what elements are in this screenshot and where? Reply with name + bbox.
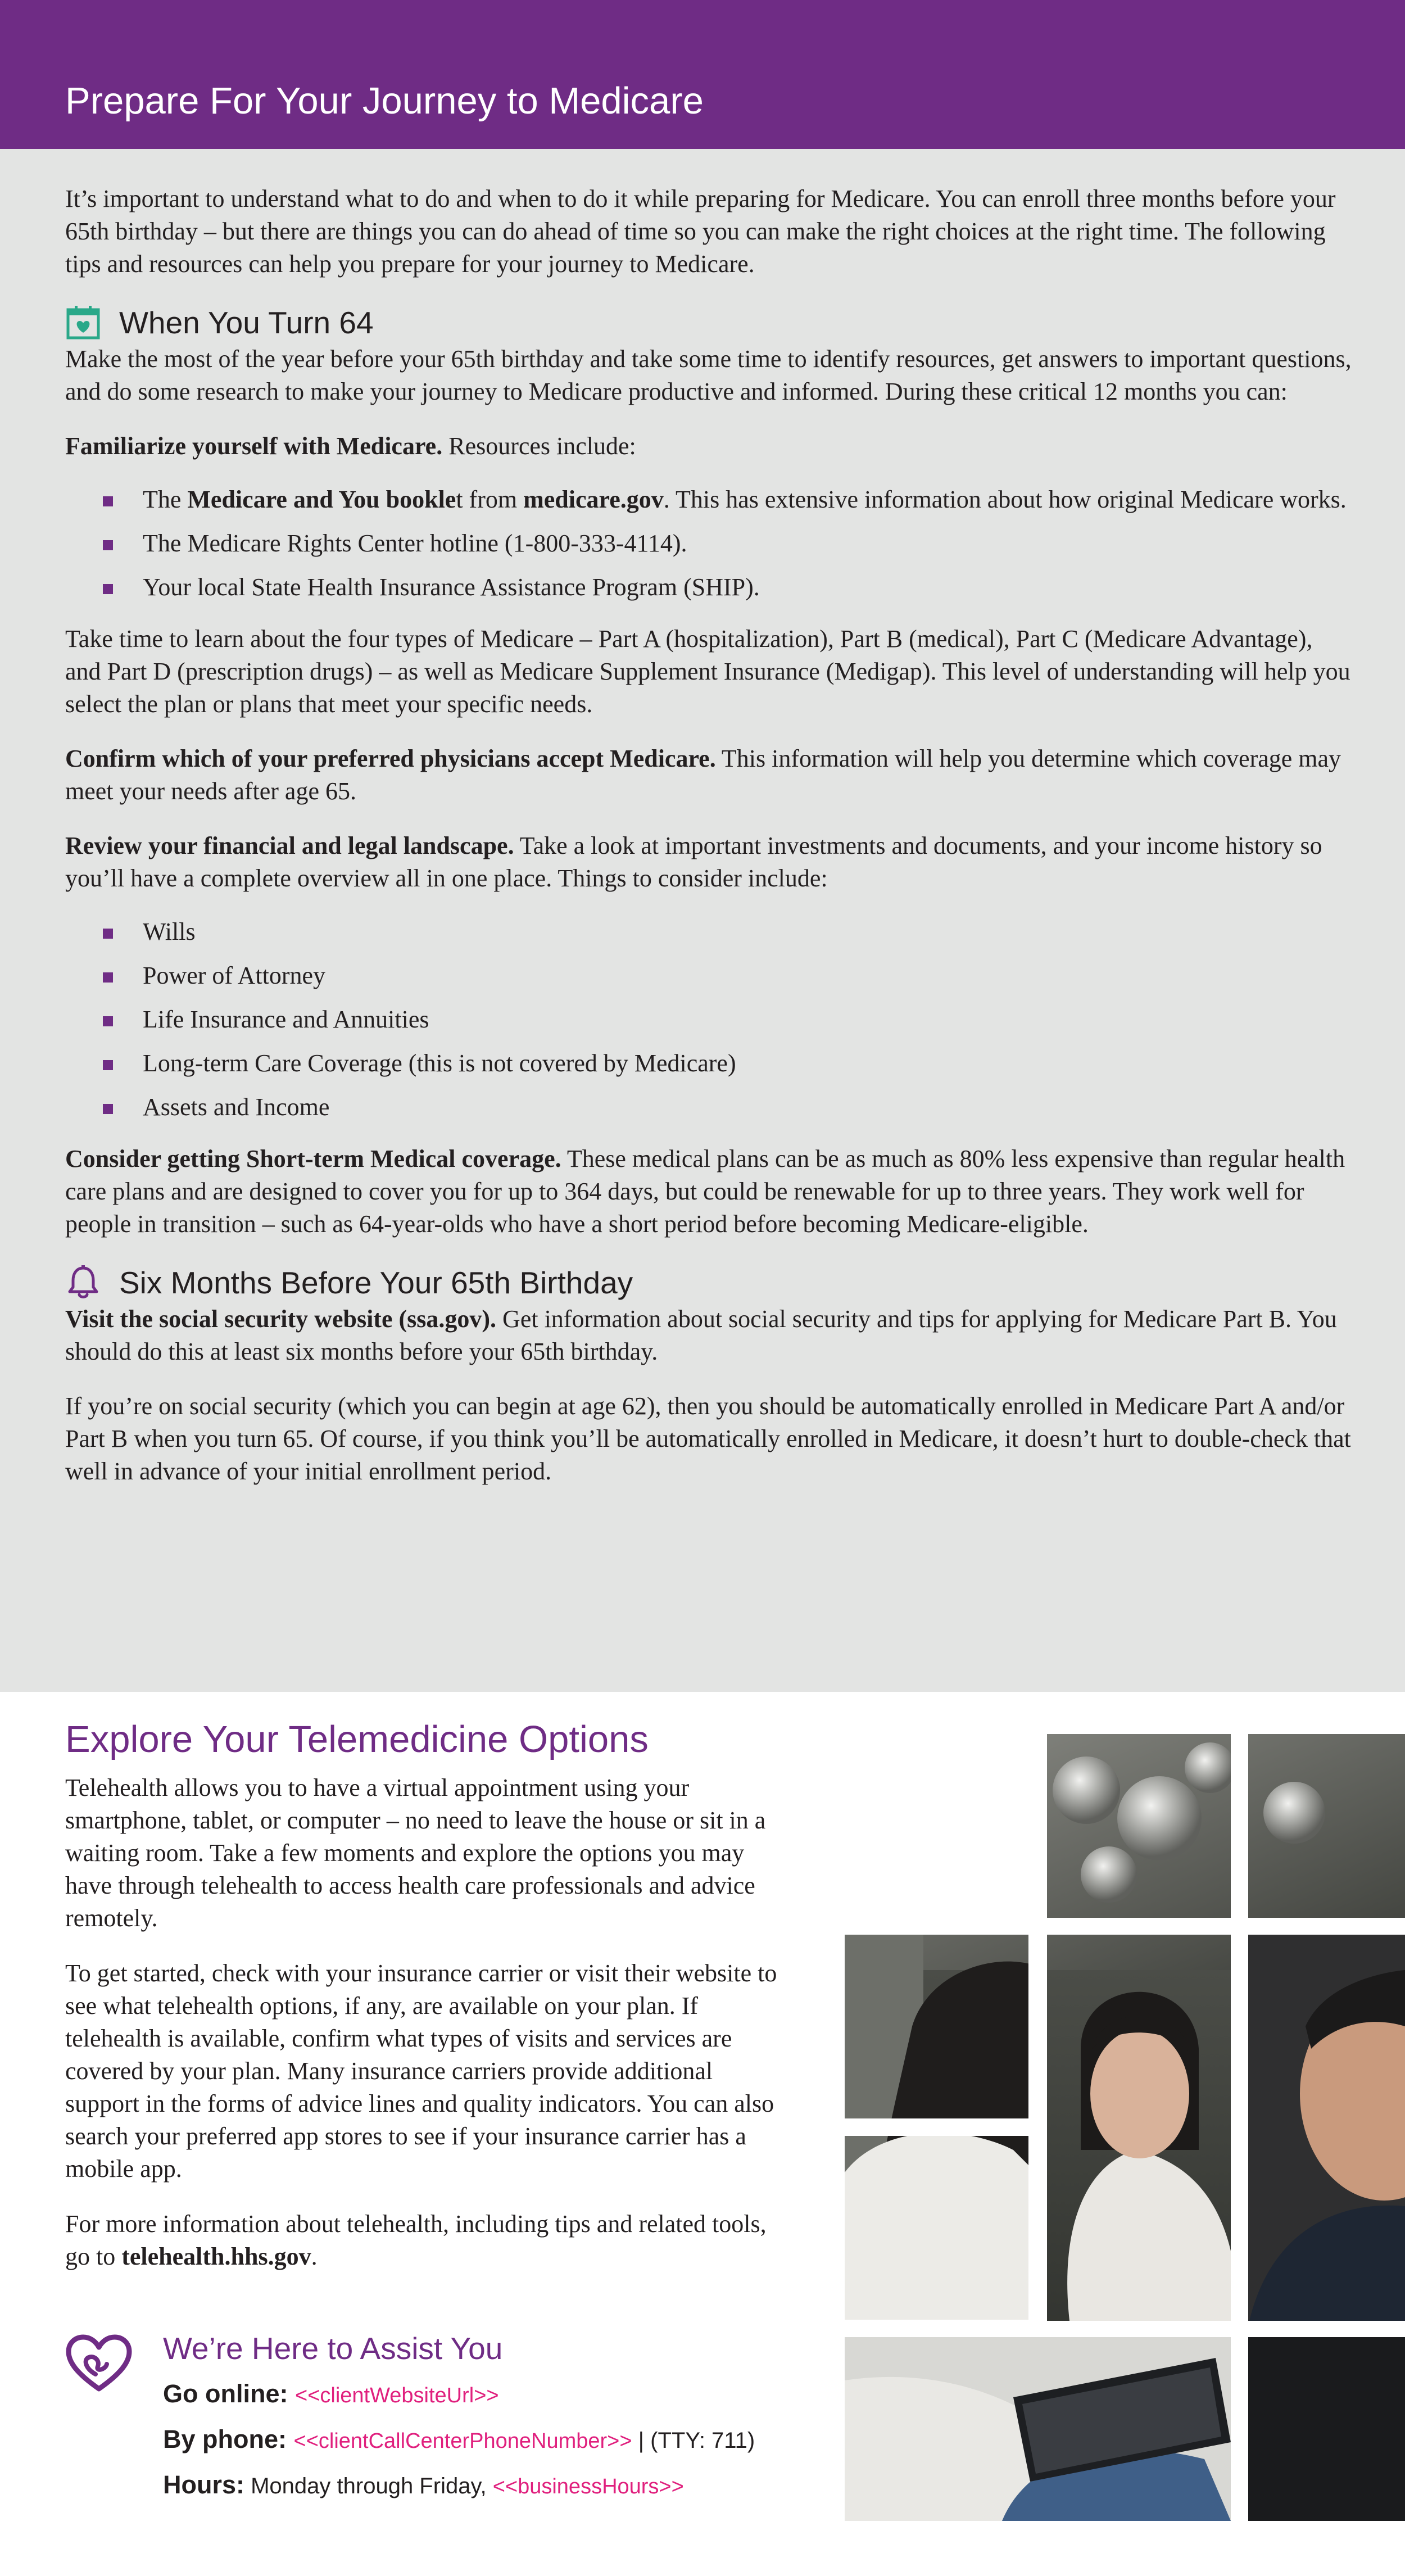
resource-post: . This has extensive information about how original Medicare works. <box>663 486 1347 513</box>
familiarize-rest: Resources include: <box>442 432 636 460</box>
familiarize-paragraph <box>65 430 1352 463</box>
heart-logo-icon <box>65 2333 133 2394</box>
assist-text <box>163 2327 837 2509</box>
telemedicine-p1: Telehealth allows you to have a virtual appointment using your smartphone, tablet, or computer – no need to leave the house or sit in a waiting room. Take a few moments and explore the options you may have through telehealth to access health care professionals and advice remotely. <box>65 1774 766 1932</box>
ssa-rest: Get information about social security and tips for applying for Medicare Part B. You should do this at least six months before your 65th birthday. <box>65 1305 1337 1365</box>
telehealth-link[interactable]: telehealth.hhs.gov <box>121 2243 311 2270</box>
page-title: Prepare For Your Journey to Medicare <box>65 80 704 122</box>
section-title-six-months: Six Months Before Your 65th Birthday <box>119 1265 633 1300</box>
ssa-bold: Visit the social security website (ssa.gov). <box>65 1305 497 1333</box>
physicians-bold: Confirm which of your preferred physicians accept Medicare. <box>65 745 716 772</box>
telemedicine-p3 <box>65 2208 790 2273</box>
medicare-types-paragraph: Take time to learn about the four types of Medicare – Part A (hospitalization), Part B (medical), Part C (Medicare Advantage), and Part D (prescription drugs) – as well as Medicare Supplement Insurance (Medigap). This level of understanding will help you select the plan or plans that meet your specific needs. <box>65 625 1350 718</box>
tty-text: | (TTY: 711) <box>632 2428 755 2453</box>
calendar-heart-icon <box>65 305 101 341</box>
telemedicine-p2: To get started, check with your insurance carrier or visit their website to see what telehealth options, if any, are available on your plan. If telehealth is available, confirm what types of visits and services are covered by your plan. Many insurance carriers provide additional support in the forms of advice lines and quality indicators. You can also search your preferred app stores to see if your insurance carrier has a mobile app. <box>65 1959 777 2183</box>
considerations-list <box>65 916 1352 1124</box>
ssa-paragraph <box>65 1303 1352 1368</box>
website-url-placeholder[interactable]: <<clientWebsiteUrl>> <box>295 2384 499 2407</box>
section-title-64: When You Turn 64 <box>119 305 374 340</box>
contact-hours <box>163 2463 837 2509</box>
resource-bold-site: medicare.gov <box>523 486 664 513</box>
assist-heading: We’re Here to Assist You <box>163 2331 503 2366</box>
list-item: Your local State Health Insurance Assistance Program (SHIP). <box>143 571 1352 604</box>
section-heading-64 <box>65 302 1352 343</box>
list-item: Power of Attorney <box>143 959 1352 992</box>
hours-label: Hours: <box>163 2470 244 2499</box>
resources-list <box>65 483 1352 604</box>
list-item: Life Insurance and Annuities <box>143 1003 1352 1036</box>
financial-bold: Review your financial and legal landscape. <box>65 832 514 859</box>
short-term-bold: Consider getting Short-term Medical coverage. <box>65 1145 561 1172</box>
business-hours-placeholder: <<businessHours>> <box>492 2475 684 2498</box>
financial-rest: Take a look at important investments and documents, and your income history so you’ll have a complete overview all in one place. Things to consider include: <box>65 832 1322 892</box>
phone-label: By phone: <box>163 2425 287 2453</box>
list-item <box>143 483 1352 516</box>
telemedicine-heading: Explore Your Telemedicine Options <box>65 1718 649 1760</box>
list-item: Assets and Income <box>143 1091 1352 1124</box>
section-heading-six-months <box>65 1262 1352 1303</box>
telemedicine-section <box>65 1714 790 2296</box>
resource-mid: t from <box>456 486 524 513</box>
auto-enroll-paragraph: If you’re on social security (which you can begin at age 62), then you should be automatically enrolled in Medicare Part A and/or Part B when you turn 65. Of course, if you think you’ll be automatically enrolled in Medicare, it doesn’t hurt to double-check that well in advance of your initial enrollment period. <box>65 1392 1351 1485</box>
telemedicine-p3-pre: For more information about telehealth, including tips and related tools, go to <box>65 2210 767 2270</box>
hours-days: Monday through Friday, <box>244 2474 493 2498</box>
intro-paragraph: It’s important to understand what to do and when to do it while preparing for Medicare. You can enroll three months before your 65th birthday – but there are things you can do ahead of time so you can make the right choices at the right time. The following tips and resources can help you prepare for your journey to Medicare. <box>65 185 1336 278</box>
contact-phone <box>163 2417 837 2463</box>
online-label: Go online: <box>163 2379 288 2408</box>
contact-online <box>163 2372 837 2417</box>
phone-number-placeholder[interactable]: <<clientCallCenterPhoneNumber>> <box>293 2429 632 2453</box>
main-content <box>65 183 1352 1510</box>
resource-bold-booklet: Medicare and You bookle <box>187 486 456 513</box>
list-item: Wills <box>143 916 1352 948</box>
list-item: The Medicare Rights Center hotline (1-800-333-4114). <box>143 527 1352 560</box>
financial-paragraph <box>65 830 1352 895</box>
telemedicine-p3-post: . <box>311 2243 318 2270</box>
physicians-paragraph <box>65 743 1352 808</box>
section-64-lead: Make the most of the year before your 65th birthday and take some time to identify resources, get answers to important questions, and do some research to make your journey to Medicare productive and informed. During these critical 12 months you can: <box>65 345 1352 405</box>
short-term-paragraph <box>65 1143 1352 1241</box>
familiarize-bold: Familiarize yourself with Medicare. <box>65 432 443 460</box>
list-item: Long-term Care Coverage (this is not covered by Medicare) <box>143 1047 1352 1080</box>
header-banner <box>0 0 1405 149</box>
resource-pre: The <box>143 486 188 513</box>
telemedicine-photo-collage <box>845 1734 1405 2521</box>
physicians-rest: This information will help you determine which coverage may meet your needs after age 65. <box>65 745 1341 805</box>
short-term-rest: These medical plans can be as much as 80% less expensive than regular health care plans and are designed to cover you for up to 364 days, but could be renewable for up to three years. They work well for people in transition – such as 64-year-olds who have a short period before becoming Medicare-eligible. <box>65 1145 1345 1238</box>
bell-icon <box>65 1265 101 1301</box>
